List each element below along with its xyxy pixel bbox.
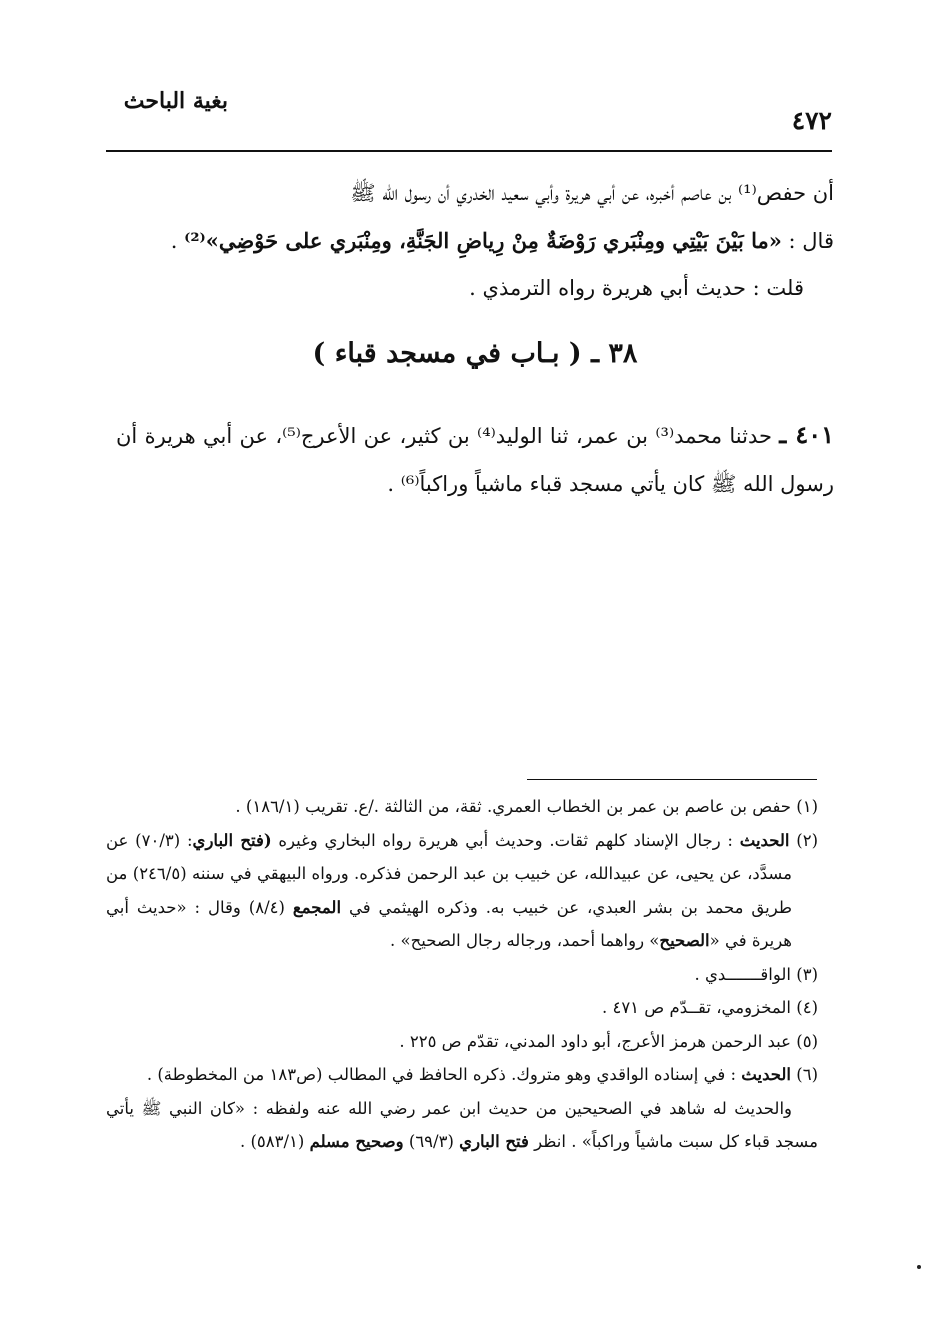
fn-text: : (٧٠/٣) عن مسدَّد، عن يحيى، عن عبيدالله، عن خبيب بن عبد الرحمن فذكره. ورواه البيهقي في سننه (٢٤٦/٥) من طريق محمد بن بشر العبدي، عن خبيب به. وذكره الهيثمي في [106, 830, 793, 917]
fn-bold: الصحيح [659, 931, 710, 950]
footnote-4: (٤) المخزومي، تقــدّم ص ٤٧١ . [601, 998, 818, 1017]
fn-bold: الحديث [739, 830, 790, 850]
author-note: قلت : حديث أبي هريرة رواه الترمذي . [469, 276, 804, 300]
prophetic-quote: «ما بَيْنَ بَيْتِي ومِنْبَري رَوْضَةٌ مِنْ رِياضِ الجَنَّةِ، ومِنْبَري على حَوْضِي»⁽²⁾ [184, 228, 782, 253]
footnote-6 [106, 1058, 818, 1092]
footnote-2 [106, 824, 818, 958]
fn-text: والحديث له شاهد في الصحيحين من حديث ابن عمر رضي الله عنه ولفظه : «كان النبي ﷺ يأتي مسجد قباء كل سبت ماشياً وراكباً» . انظر [106, 1098, 818, 1151]
text-fragment: قال : [781, 229, 834, 253]
footnote-6-continuation [106, 1092, 818, 1159]
scan-speck [917, 1265, 921, 1269]
footnote-5: (٥) عبد الرحمن هرمز الأعرج، أبو داود المدني، تقدّم ص ٢٢٥ . [399, 1031, 818, 1051]
fn-bold: فتح الباري [459, 1132, 529, 1151]
fn-text: (٥٨٣/١) . [239, 1132, 310, 1151]
fn-text: : في إسناده الواقدي وهو متروك. ذكره الحافظ في المطالب (ص١٨٣ من المخطوطة) . [146, 1065, 742, 1084]
fn-bold: الحديث [741, 1065, 791, 1084]
footnotes [106, 790, 818, 1159]
hadith-text: حدثنا محمد⁽³⁾ بن عمر، ثنا الوليد⁽⁴⁾ بن كثير، عن الأعرج⁽⁵⁾، عن أبي هريرة أن رسول الله ﷺ كان يأتي مسجد قباء ماشياً وراكباً⁽⁶⁾ . [116, 424, 834, 496]
footnote-divider [527, 779, 817, 780]
fn-text: » رواهما أحمد، ورجاله رجال الصحيح» . [389, 931, 660, 950]
footnote-3: (٣) الواقـــــــدي . [694, 964, 818, 984]
continued-hadith-text [116, 170, 834, 312]
fn-bold: المجمع [292, 897, 342, 917]
running-header-title: بغية الباحث [123, 88, 228, 114]
footnote-1: (١) حفص بن عاصم بن عمر بن الخطاب العمري. ثقة، من الثالثة ./ع. تقريب (١٨٦/١) . [235, 797, 818, 816]
hadith-paragraph [116, 411, 834, 508]
text-line: أن حفص⁽¹⁾ بن عاصم أخبره، عن أبي هريرة وأبي سعيد الخدري أن رسول الله ﷺ [350, 181, 834, 205]
fn-bold: وصحيح مسلم [309, 1132, 404, 1151]
text-fragment: . [170, 229, 185, 253]
hadith-401 [116, 411, 834, 508]
hadith-number: ٤٠١ ـ [779, 420, 835, 449]
fn-bold: (فتح الباري [192, 830, 272, 850]
fn-text: (٢) [789, 830, 819, 850]
header-divider [106, 150, 832, 152]
fn-text: (٨/٤) وقال : «حديث أبي هريرة في « [106, 897, 792, 950]
page-number: ٤٧٢ [791, 106, 832, 135]
fn-text: (٦) [791, 1065, 818, 1084]
text-line [116, 217, 834, 265]
chapter-heading: ٣٨ ـ ( بـاب في مسجد قباء ) [312, 338, 638, 369]
fn-text: (٦٩/٣) [403, 1132, 460, 1151]
fn-text: : رجال الإسناد كلهم ثقات. وحديث أبي هريرة رواه البخاري وغيره [271, 830, 740, 850]
